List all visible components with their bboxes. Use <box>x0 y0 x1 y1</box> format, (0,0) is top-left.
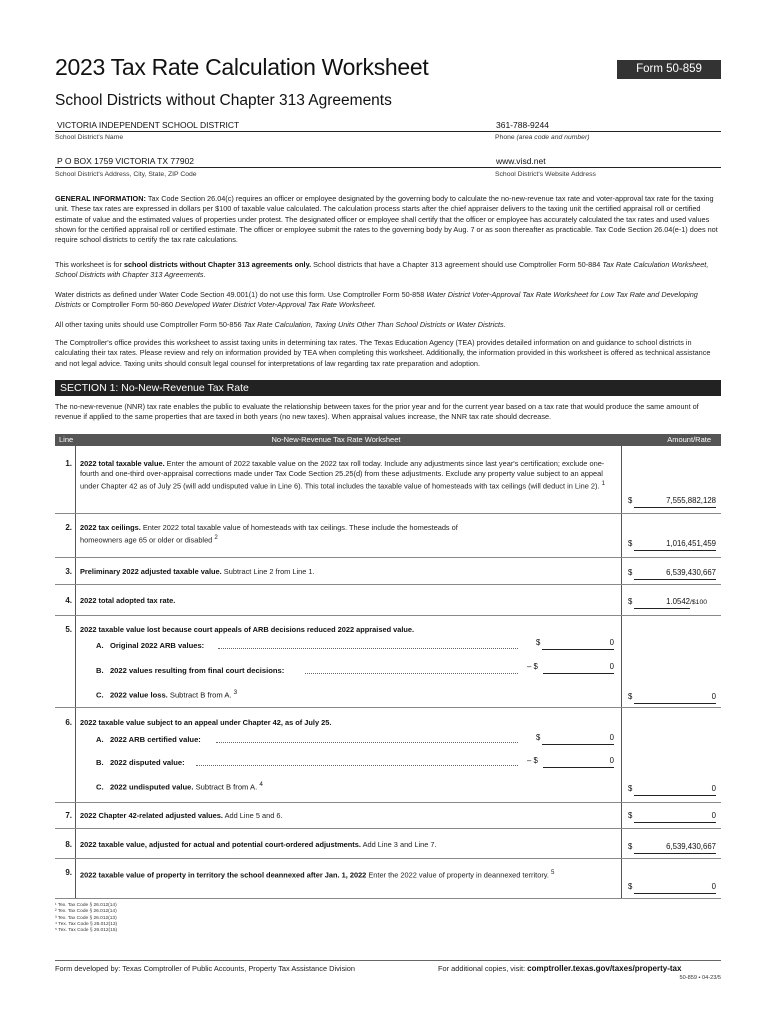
general-information-paragraph: GENERAL INFORMATION: Tax Code Section 26.04(c) requires an officer or employee designated by the governing body to calculate the no-new-revenue tax rate and voter-approval tax rate for the taxing unit. These tax rates are expressed in dollars per $100 of taxable value calculated. The calculation process starts after the chief appraiser delivers to the taxing unit the certified appraisal roll or certified estimate of value and the estimated values of properties under protest. The designated officer or employee shall certify that the officer or employee has accurately calculated the tax rates and used values shown for the certified appraisal roll or certified estimate. The officer or employee submit the rates to the governing body by Aug. 7 or as soon thereafter as practicable. Tax Code Section 26.04(e-1) does not require school districts to certify the tax rate calculations. <box>55 194 718 245</box>
footer-rule <box>55 960 721 961</box>
line-5-number: 5. <box>65 625 72 634</box>
footnote-2: ² Tex. Tax Code § 26.012(14) <box>55 909 117 915</box>
worksheet-scope-paragraph: This worksheet is for school districts without Chapter 313 agreements only. School districts that have a Chapter 313 agreement should use Comptroller Form 50-884 Tax Rate Calculation Worksheet, School Districts with Chapter 313 Agreements. <box>55 260 709 280</box>
footnote-1: ¹ Tex. Tax Code § 26.012(14) <box>55 903 117 908</box>
line-6a-amount[interactable]: $ 0 <box>536 733 614 745</box>
row-divider <box>55 858 721 859</box>
phone-field[interactable]: 361-788-9244 <box>496 120 549 130</box>
line-4-rate[interactable]: $ 1.0542 <box>628 597 690 609</box>
line-4-number: 4. <box>65 596 72 605</box>
line-4-description: 2022 total adopted tax rate. <box>80 596 176 605</box>
line-8-amount[interactable]: $ 6,539,430,667 <box>628 842 716 854</box>
website-field[interactable]: www.visd.net <box>496 156 546 166</box>
row-divider <box>55 828 721 829</box>
line-7-number: 7. <box>65 811 72 820</box>
footnote-4: ⁴ Tex. Tax Code § 26.012(13) <box>55 921 118 927</box>
line-6a-leader <box>216 742 518 743</box>
section-1-header: SECTION 1: No-New-Revenue Tax Rate <box>55 380 721 396</box>
worksheet-table-header <box>55 434 721 446</box>
footnote-5: ⁵ Tex. Tax Code § 26.012(15) <box>55 928 118 934</box>
page-subtitle: School Districts without Chapter 313 Agreements <box>55 92 392 109</box>
line-3-number: 3. <box>65 567 72 576</box>
footnotes <box>55 903 117 934</box>
line-7-description: 2022 Chapter 42-related adjusted values. Add Line 5 and 6. <box>80 811 283 820</box>
line-7-amount[interactable]: $ 0 <box>628 811 716 823</box>
row-divider <box>55 707 721 708</box>
line-6a-label: A. 2022 ARB certified value: <box>96 735 201 744</box>
line-3-amount[interactable]: $ 6,539,430,667 <box>628 568 716 580</box>
line-2-number: 2. <box>65 523 72 532</box>
district-name-field[interactable]: VICTORIA INDEPENDENT SCHOOL DISTRICT <box>57 120 240 130</box>
line-3-description: Preliminary 2022 adjusted taxable value. Subtract Line 2 from Line 1. <box>80 567 315 576</box>
district-address-line <box>55 167 495 168</box>
line-1-description: 2022 total taxable value. Enter the amount of 2022 taxable value on the 2022 tax roll today. Include any adjustments since last year's certification; exclude one-fourth and one-third over-appraisal corrections made under Tax Code Section 25.25(d) from these adjustments. Exclude any property value subject to an appeal under Chapter 42 as of July 25 (will add undisputed value in Line 6). This total includes the taxable value of homesteads with tax ceilings (will deduct in Line 2). $^1$ <box>80 459 606 491</box>
line-5b-amount[interactable]: – $ 0 <box>527 662 614 674</box>
line-5c-amount[interactable]: $ 0 <box>628 692 716 704</box>
line-8-description: 2022 taxable value, adjusted for actual and potential court-ordered adjustments. Add Line 3 and Line 7. <box>80 840 437 849</box>
line-6b-label: B. 2022 disputed value: <box>96 758 185 767</box>
line-4-rate-unit: /$100 <box>690 599 708 606</box>
website-line <box>495 167 721 168</box>
phone-caption: Phone (area code and number) <box>495 134 590 141</box>
line-5b-label: B. 2022 values resulting from final court decisions: <box>96 666 285 675</box>
line-5a-label: A. Original 2022 ARB values: <box>96 641 205 650</box>
form-number-badge: Form 50-859 <box>617 60 721 79</box>
footnote-3: ³ Tex. Tax Code § 26.012(13) <box>55 915 117 921</box>
line-6b-amount[interactable]: – $ 0 <box>527 756 614 768</box>
line-6c-amount[interactable]: $ 0 <box>628 784 716 796</box>
line-5a-leader <box>218 648 518 649</box>
line-6b-leader <box>196 765 518 766</box>
footer-copies-link[interactable]: For additional copies, visit: comptroller.texas.gov/taxes/property-tax <box>438 964 682 973</box>
line-8-number: 8. <box>65 840 72 849</box>
line-6-description: 2022 taxable value subject to an appeal under Chapter 42, as of July 25. <box>80 718 332 727</box>
other-taxing-units-paragraph: All other taxing units should use Comptroller Form 50-856 Tax Rate Calculation, Taxing Units Other Than School Districts or Water Districts. <box>55 320 506 329</box>
row-divider <box>55 557 721 558</box>
phone-line <box>495 131 721 132</box>
line-5-description: 2022 taxable value lost because court appeals of ARB decisions reduced 2022 appraised value. <box>80 625 415 634</box>
line-6c-label: C. 2022 undisputed value. Subtract B from A. $^4$ <box>96 781 263 792</box>
line-2-description: 2022 tax ceilings. Enter 2022 total taxable value of homesteads with tax ceilings. These include the homesteads of homeowners age 65 or older or disabled $^2$ <box>80 523 458 545</box>
section-1-description: The no-new-revenue (NNR) tax rate enables the public to evaluate the relationship between taxes for the prior year and for the current year based on a tax rate that would produce the same amount of revenue if applied to the same properties that are taxed in both years (no new taxes). When appraisal values increase, the NNR tax rate should decrease. <box>55 402 699 422</box>
column-amount-header: Amount/Rate <box>667 435 711 444</box>
form-revision-code: 50-859 • 04-23/5 <box>679 975 721 981</box>
water-districts-paragraph: Water districts as defined under Water Code Section 49.001(1) do not use this form. Use Comptroller Form 50-858 Water District Voter-Approval Tax Rate Worksheet for Low Tax Rate and Developing Districts or Comptroller Form 50-860 Developed Water District Voter-Approval Tax Rate Worksheet. <box>55 290 698 310</box>
district-name-line <box>55 131 495 132</box>
line-1-number: 1. <box>65 459 72 468</box>
line-5b-leader <box>305 673 518 674</box>
line-9-amount[interactable]: $ 0 <box>628 882 716 894</box>
column-line-header: Line <box>59 435 74 444</box>
line-6-number: 6. <box>65 718 72 727</box>
row-divider <box>55 584 721 585</box>
row-divider <box>55 802 721 803</box>
district-address-field[interactable]: P O BOX 1759 VICTORIA TX 77902 <box>57 156 195 166</box>
line-9-number: 9. <box>65 868 72 877</box>
footer-credit: Form developed by: Texas Comptroller of Public Accounts, Property Tax Assistance Division <box>55 964 356 973</box>
line-5c-label: C. 2022 value loss. Subtract B from A. $^3$ <box>96 689 238 700</box>
column-worksheet-header: No-New-Revenue Tax Rate Worksheet <box>271 435 401 444</box>
row-divider <box>55 615 721 616</box>
district-address-caption: School District's Address, City, State, ZIP Code <box>55 171 197 178</box>
line-1-amount[interactable]: $ 7,555,882,128 <box>628 496 716 508</box>
row-divider <box>55 513 721 514</box>
district-name-caption: School District's Name <box>55 134 124 141</box>
website-caption: School District's Website Address <box>495 171 596 178</box>
line-2-amount[interactable]: $ 1,016,451,459 <box>628 539 716 551</box>
page-title: 2023 Tax Rate Calculation Worksheet <box>55 54 429 80</box>
line-5a-amount[interactable]: $ 0 <box>536 638 614 650</box>
row-divider <box>55 898 721 899</box>
line-9-description: 2022 taxable value of property in territory the school deannexed after Jan. 1, 2022 Enter the 2022 value of property in deannexed territory. $^5$ <box>80 869 555 880</box>
comptroller-assistance-paragraph: The Comptroller's office provides this worksheet to assist taxing units in determining tax rates. The Texas Education Agency (TEA) provides detailed information on and guidance to school districts in calculating their tax rates. Please review and rely on information provided by TEA when completing this worksheet. Additionally, the information provided in this worksheet is offered as technical assistance and not legal advice. Taxing units should consult legal counsel for interpretations of law regarding tax rate preparation and adoption. <box>55 338 711 368</box>
